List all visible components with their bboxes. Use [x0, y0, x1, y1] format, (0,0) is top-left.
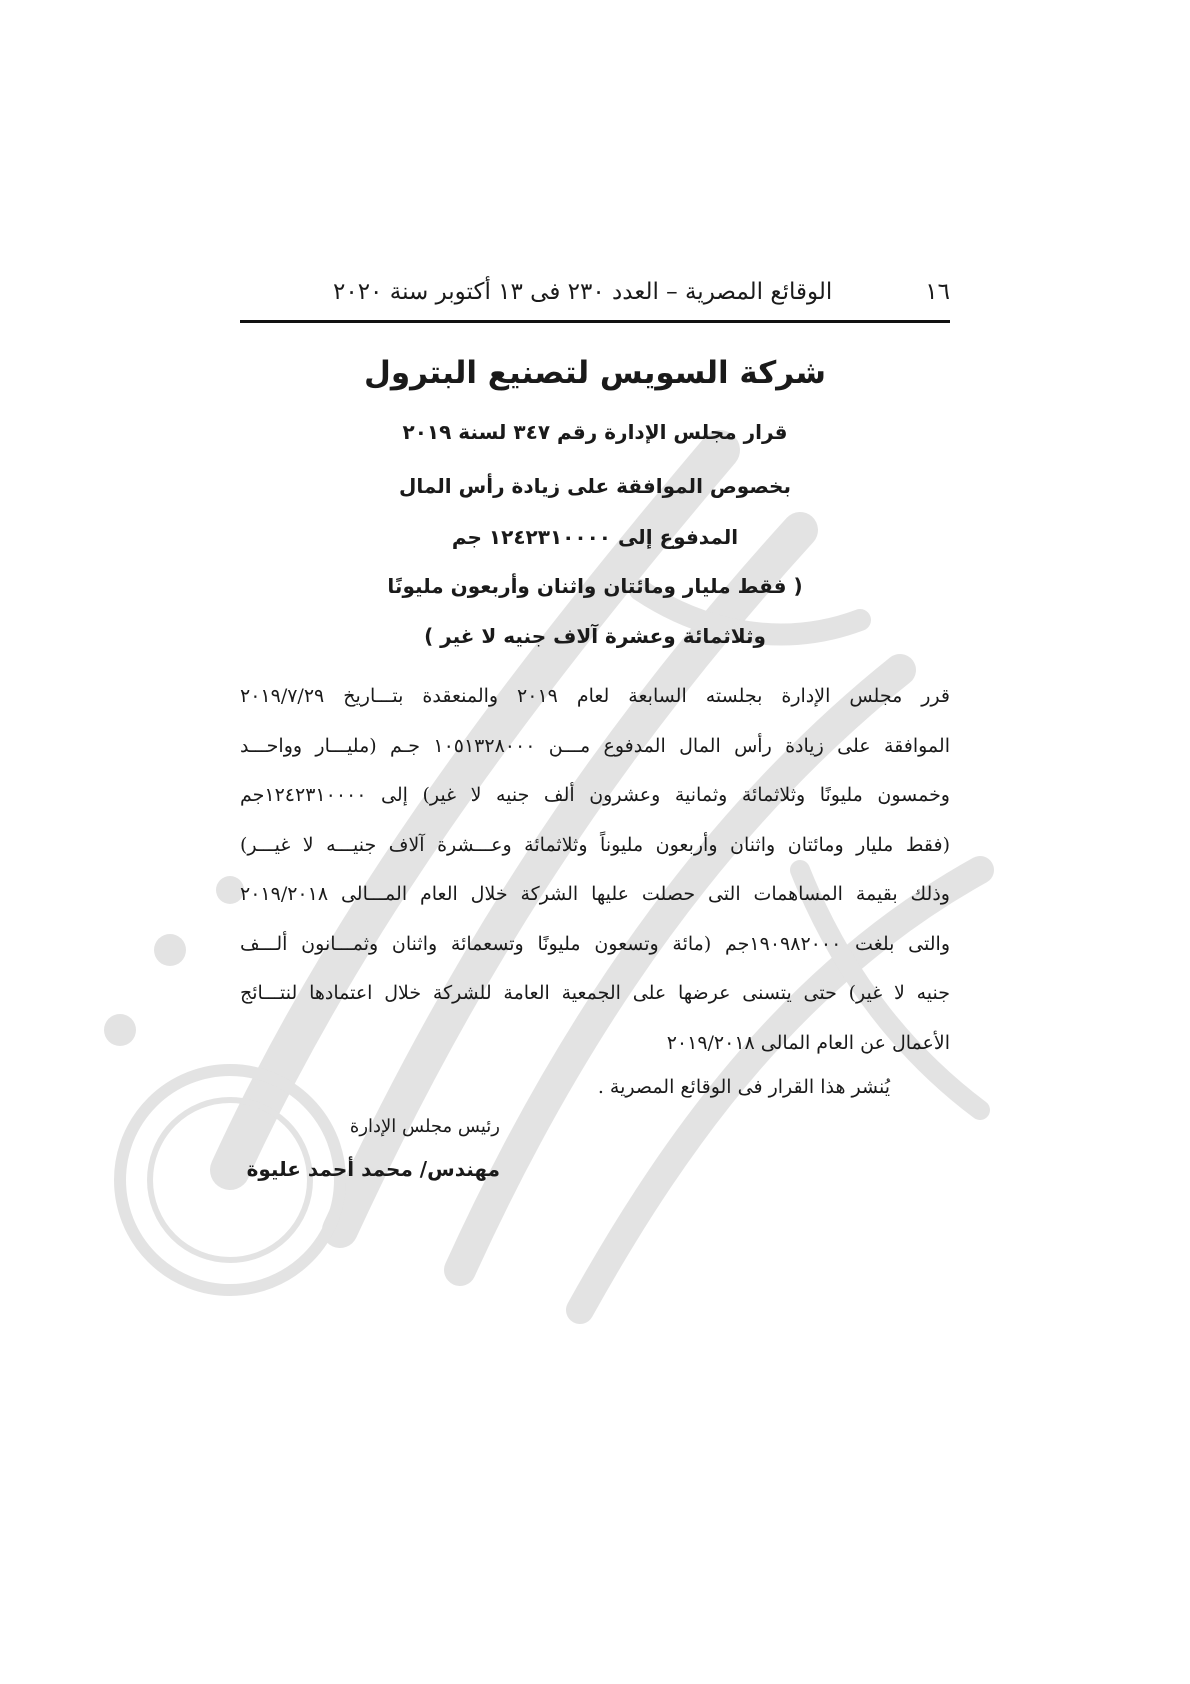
- gazette-issue-title: الوقائع المصرية – العدد ٢٣٠ فى ١٣ أكتوبر سنة ٢٠٢٠: [333, 279, 833, 305]
- header-divider: [240, 320, 950, 323]
- body-line: قرر مجلس الإدارة بجلسته السابعة لعام ٢٠١٩ والمنعقدة بتـــاريخ ٢٠١٩/٧/٢٩: [240, 685, 950, 707]
- subtitle-line: ( فقط مليار ومائتان واثنان وأربعون مليونًا: [387, 574, 803, 598]
- body-line: (فقط مليار ومائتان واثنان وأربعون مليوناً وثلاثمائة وعـــشرة آلاف جنيـــه لا غيـــر): [240, 833, 950, 856]
- company-name: شركة السويس لتصنيع البترول: [363, 355, 827, 391]
- page-number: ١٦: [925, 279, 950, 305]
- subtitle-line: بخصوص الموافقة على زيادة رأس المال: [399, 474, 791, 498]
- body-line: وذلك بقيمة المساهمات التى حصلت عليها الشركة خلال العام المـــالى ٢٠١٩/٢٠١٨: [240, 883, 950, 905]
- body-line: وخمسون مليونًا وثلاثمائة وثمانية وعشرون ألف جنيه لا غير) إلى ١٢٤٢٣١٠٠٠٠جم: [240, 784, 950, 806]
- body-line: والتى بلغت ١٩٠٩٨٢٠٠٠جم (مائة وتسعون مليونًا وتسعمائة واثنان وثمـــانون ألـــف: [240, 932, 950, 955]
- publish-note: يُنشر هذا القرار فى الوقائع المصرية .: [597, 1076, 890, 1098]
- body-line: جنيه لا غير) حتى يتسنى عرضها على الجمعية العامة للشركة خلال اعتمادها لنتـــائج: [240, 982, 950, 1004]
- body-line: الأعمال عن العام المالى ٢٠١٩/٢٠١٨: [666, 1031, 950, 1054]
- decision-body: [240, 672, 950, 1068]
- decision-title: قرار مجلس الإدارة رقم ٣٤٧ لسنة ٢٠١٩: [402, 420, 788, 444]
- signatory-name: مهندس/ محمد أحمد عليوة: [246, 1157, 500, 1181]
- signature-block: [240, 1116, 500, 1181]
- signatory-title: رئيس مجلس الإدارة: [349, 1116, 500, 1137]
- page-header: [240, 272, 950, 312]
- subtitle-line: وثلاثمائة وعشرة آلاف جنيه لا غير ): [424, 624, 766, 648]
- subtitle-line: المدفوع إلى ١٢٤٢٣١٠٠٠٠ جم: [451, 525, 739, 549]
- body-line: الموافقة على زيادة رأس المال المدفوع مـــن ١٠٥١٣٢٨٠٠٠ جـم (مليـــار وواحـــد: [240, 734, 950, 757]
